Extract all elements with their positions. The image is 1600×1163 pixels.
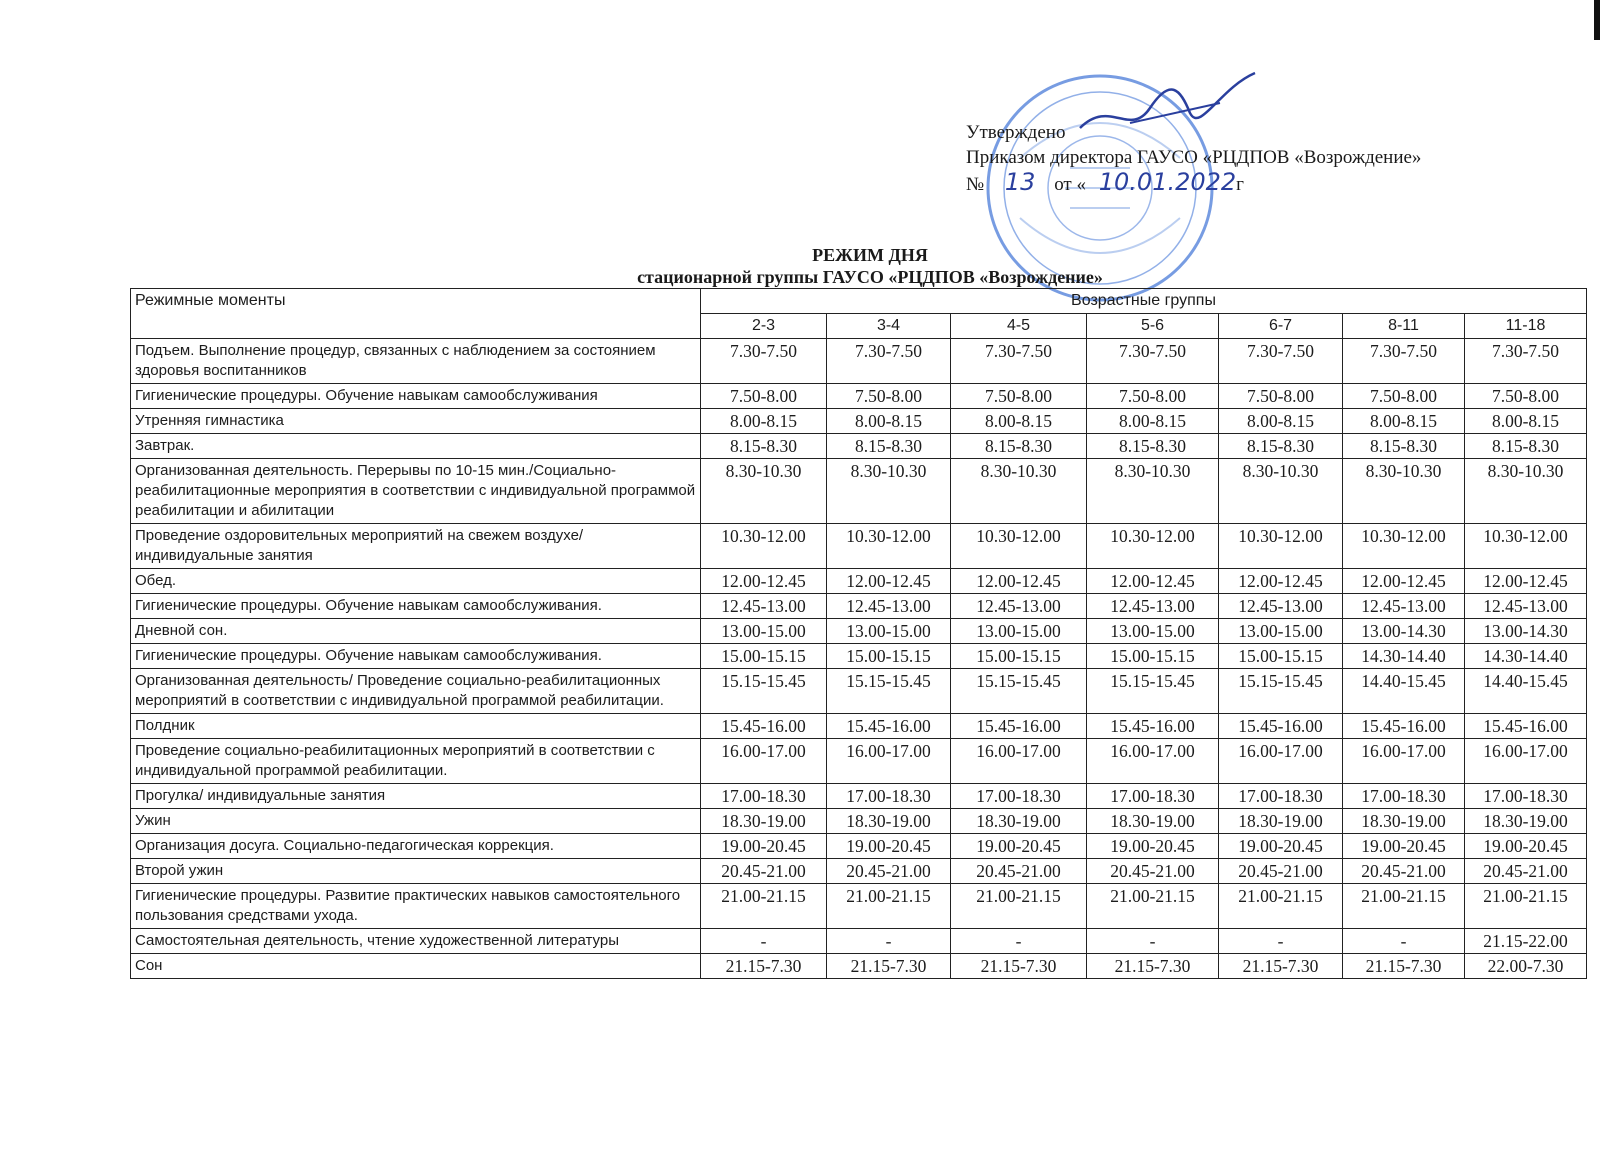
time-cell: 8.30-10.30: [1465, 459, 1587, 524]
time-cell: 15.45-16.00: [951, 714, 1087, 739]
time-cell: 12.45-13.00: [1219, 594, 1343, 619]
activity-name: Полдник: [131, 714, 701, 739]
time-cell: -: [951, 929, 1087, 954]
activity-name: Организация досуга. Социально-педагогическая коррекция.: [131, 834, 701, 859]
time-cell: 21.15-7.30: [827, 954, 951, 979]
time-cell: 19.00-20.45: [1343, 834, 1465, 859]
time-cell: 12.00-12.45: [1343, 569, 1465, 594]
time-cell: 13.00-14.30: [1343, 619, 1465, 644]
time-cell: 16.00-17.00: [1087, 739, 1219, 784]
group-header-8-11: 8-11: [1343, 314, 1465, 339]
time-cell: 18.30-19.00: [1343, 809, 1465, 834]
activity-name: Утренняя гимнастика: [131, 409, 701, 434]
time-cell: 16.00-17.00: [951, 739, 1087, 784]
time-cell: 16.00-17.00: [1343, 739, 1465, 784]
time-cell: 15.15-15.45: [951, 669, 1087, 714]
time-cell: 14.30-14.40: [1343, 644, 1465, 669]
time-cell: 7.30-7.50: [701, 339, 827, 384]
time-cell: 8.15-8.30: [1219, 434, 1343, 459]
table-row: [131, 784, 1587, 809]
time-cell: 18.30-19.00: [827, 809, 951, 834]
time-cell: -: [1087, 929, 1219, 954]
time-cell: 12.00-12.45: [1219, 569, 1343, 594]
approval-line-3: [966, 170, 1421, 197]
time-cell: 15.45-16.00: [1219, 714, 1343, 739]
time-cell: 8.15-8.30: [1087, 434, 1219, 459]
time-cell: 7.30-7.50: [951, 339, 1087, 384]
time-cell: -: [827, 929, 951, 954]
time-cell: 10.30-12.00: [1219, 524, 1343, 569]
approval-block: [966, 120, 1421, 197]
scan-edge-mark: [1594, 0, 1600, 40]
table-row: [131, 459, 1587, 524]
activity-name: Гигиенические процедуры. Обучение навыкам самообслуживания: [131, 384, 701, 409]
title-sub: стационарной группы ГАУСО «РЦДПОВ «Возрождение»: [637, 267, 1103, 287]
table-row: [131, 644, 1587, 669]
group-header-6-7: 6-7: [1219, 314, 1343, 339]
time-cell: 13.00-15.00: [1087, 619, 1219, 644]
time-cell: 15.15-15.45: [1219, 669, 1343, 714]
time-cell: 15.45-16.00: [1343, 714, 1465, 739]
time-cell: 20.45-21.00: [1219, 859, 1343, 884]
approval-line-1: Утверждено: [966, 122, 1066, 143]
time-cell: 8.30-10.30: [701, 459, 827, 524]
time-cell: 15.45-16.00: [1087, 714, 1219, 739]
table-row: [131, 739, 1587, 784]
time-cell: 16.00-17.00: [701, 739, 827, 784]
time-cell: 19.00-20.45: [1465, 834, 1587, 859]
table-row: [131, 434, 1587, 459]
time-cell: 19.00-20.45: [1087, 834, 1219, 859]
time-cell: 19.00-20.45: [1219, 834, 1343, 859]
table-row: [131, 384, 1587, 409]
time-cell: 10.30-12.00: [1343, 524, 1465, 569]
time-cell: 8.00-8.15: [701, 409, 827, 434]
time-cell: 19.00-20.45: [701, 834, 827, 859]
time-cell: 8.15-8.30: [951, 434, 1087, 459]
time-cell: 12.45-13.00: [1343, 594, 1465, 619]
time-cell: 12.45-13.00: [701, 594, 827, 619]
time-cell: 20.45-21.00: [827, 859, 951, 884]
time-cell: -: [701, 929, 827, 954]
time-cell: 13.00-15.00: [701, 619, 827, 644]
time-cell: 8.30-10.30: [827, 459, 951, 524]
activity-name: Прогулка/ индивидуальные занятия: [131, 784, 701, 809]
time-cell: 7.50-8.00: [1087, 384, 1219, 409]
activity-name: Подъем. Выполнение процедур, связанных с наблюдением за состоянием здоровья воспитанников: [131, 339, 701, 384]
time-cell: 20.45-21.00: [951, 859, 1087, 884]
time-cell: 10.30-12.00: [951, 524, 1087, 569]
activity-name: Гигиенические процедуры. Обучение навыкам самообслуживания.: [131, 644, 701, 669]
activity-name: Организованная деятельность. Перерывы по 10-15 мин./Социально-реабилитационные мероприятия в соответствии с индивидуальной программой реабилитации и абилитации: [131, 459, 701, 524]
table-row: [131, 339, 1587, 384]
time-cell: 16.00-17.00: [1219, 739, 1343, 784]
header-groups: Возрастные группы: [701, 289, 1587, 314]
time-cell: 15.00-15.15: [951, 644, 1087, 669]
time-cell: 8.15-8.30: [1465, 434, 1587, 459]
title-main: РЕЖИМ ДНЯ: [812, 245, 928, 265]
time-cell: 8.00-8.15: [1087, 409, 1219, 434]
time-cell: 19.00-20.45: [827, 834, 951, 859]
table-row: [131, 834, 1587, 859]
activity-name: Второй ужин: [131, 859, 701, 884]
time-cell: 15.00-15.15: [1219, 644, 1343, 669]
time-cell: 21.00-21.15: [827, 884, 951, 929]
time-cell: 13.00-15.00: [951, 619, 1087, 644]
table-row: [131, 714, 1587, 739]
activity-name: Завтрак.: [131, 434, 701, 459]
time-cell: 7.50-8.00: [1219, 384, 1343, 409]
time-cell: 8.00-8.15: [1465, 409, 1587, 434]
order-number: 13: [1004, 168, 1036, 196]
activity-name: Дневной сон.: [131, 619, 701, 644]
time-cell: 14.30-14.40: [1465, 644, 1587, 669]
time-cell: 18.30-19.00: [1219, 809, 1343, 834]
time-cell: 13.00-15.00: [1219, 619, 1343, 644]
activity-name: Проведение социально-реабилитационных мероприятий в соответствии с индивидуальной программой реабилитации.: [131, 739, 701, 784]
time-cell: 8.30-10.30: [1219, 459, 1343, 524]
time-cell: 18.30-19.00: [1087, 809, 1219, 834]
time-cell: 18.30-19.00: [701, 809, 827, 834]
table-row: [131, 859, 1587, 884]
table-row: [131, 929, 1587, 954]
time-cell: 15.45-16.00: [827, 714, 951, 739]
time-cell: 12.45-13.00: [951, 594, 1087, 619]
time-cell: 7.30-7.50: [827, 339, 951, 384]
time-cell: 21.00-21.15: [1087, 884, 1219, 929]
table-row: [131, 669, 1587, 714]
time-cell: 15.45-16.00: [1465, 714, 1587, 739]
time-cell: 21.00-21.15: [1465, 884, 1587, 929]
time-cell: 15.00-15.15: [701, 644, 827, 669]
time-cell: 10.30-12.00: [1465, 524, 1587, 569]
time-cell: 8.00-8.15: [951, 409, 1087, 434]
group-header-11-18: 11-18: [1465, 314, 1587, 339]
time-cell: 15.00-15.15: [827, 644, 951, 669]
time-cell: 16.00-17.00: [827, 739, 951, 784]
time-cell: 21.00-21.15: [1343, 884, 1465, 929]
time-cell: 18.30-19.00: [951, 809, 1087, 834]
table-row: [131, 594, 1587, 619]
time-cell: 7.50-8.00: [951, 384, 1087, 409]
time-cell: 10.30-12.00: [827, 524, 951, 569]
group-header-5-6: 5-6: [1087, 314, 1219, 339]
time-cell: 20.45-21.00: [1343, 859, 1465, 884]
time-cell: 17.00-18.30: [1219, 784, 1343, 809]
activity-name: Гигиенические процедуры. Развитие практических навыков самостоятельного пользования средствами ухода.: [131, 884, 701, 929]
time-cell: 12.00-12.45: [701, 569, 827, 594]
table-row: [131, 619, 1587, 644]
time-cell: 12.00-12.45: [951, 569, 1087, 594]
time-cell: 19.00-20.45: [951, 834, 1087, 859]
time-cell: 7.30-7.50: [1465, 339, 1587, 384]
time-cell: 15.15-15.45: [701, 669, 827, 714]
table-row: [131, 954, 1587, 979]
time-cell: 21.15-7.30: [951, 954, 1087, 979]
time-cell: 20.45-21.00: [1087, 859, 1219, 884]
time-cell: 7.30-7.50: [1343, 339, 1465, 384]
header-left: Режимные моменты: [131, 289, 701, 339]
time-cell: 17.00-18.30: [827, 784, 951, 809]
schedule-table: [130, 288, 1587, 979]
time-cell: 7.50-8.00: [1465, 384, 1587, 409]
time-cell: 7.50-8.00: [827, 384, 951, 409]
time-cell: 21.15-7.30: [701, 954, 827, 979]
activity-name: Проведение оздоровительных мероприятий на свежем воздухе/ индивидуальные занятия: [131, 524, 701, 569]
time-cell: 8.00-8.15: [1219, 409, 1343, 434]
time-cell: -: [1343, 929, 1465, 954]
time-cell: 8.30-10.30: [951, 459, 1087, 524]
time-cell: 17.00-18.30: [1343, 784, 1465, 809]
group-header-3-4: 3-4: [827, 314, 951, 339]
time-cell: 15.00-15.15: [1087, 644, 1219, 669]
time-cell: 15.45-16.00: [701, 714, 827, 739]
time-cell: 12.00-12.45: [827, 569, 951, 594]
group-header-4-5: 4-5: [951, 314, 1087, 339]
time-cell: 13.00-15.00: [827, 619, 951, 644]
time-cell: 17.00-18.30: [701, 784, 827, 809]
table-row: [131, 884, 1587, 929]
approval-line-2: Приказом директора ГАУСО «РЦДПОВ «Возрождение»: [966, 147, 1422, 168]
time-cell: 7.50-8.00: [1343, 384, 1465, 409]
time-cell: 18.30-19.00: [1465, 809, 1587, 834]
time-cell: 17.00-18.30: [1087, 784, 1219, 809]
time-cell: 8.30-10.30: [1343, 459, 1465, 524]
document-title: [0, 244, 1600, 288]
order-date-label: от «: [1054, 174, 1086, 195]
activity-name: Обед.: [131, 569, 701, 594]
activity-name: Ужин: [131, 809, 701, 834]
time-cell: 22.00-7.30: [1465, 954, 1587, 979]
time-cell: 7.30-7.50: [1087, 339, 1219, 384]
time-cell: 12.00-12.45: [1465, 569, 1587, 594]
time-cell: 12.45-13.00: [1087, 594, 1219, 619]
time-cell: 21.15-7.30: [1087, 954, 1219, 979]
activity-name: Самостоятельная деятельность, чтение художественной литературы: [131, 929, 701, 954]
time-cell: 21.15-7.30: [1219, 954, 1343, 979]
time-cell: 8.15-8.30: [1343, 434, 1465, 459]
year-suffix: г: [1236, 174, 1244, 195]
time-cell: 14.40-15.45: [1465, 669, 1587, 714]
time-cell: 10.30-12.00: [701, 524, 827, 569]
table-row: [131, 809, 1587, 834]
group-header-2-3: 2-3: [701, 314, 827, 339]
time-cell: 8.30-10.30: [1087, 459, 1219, 524]
activity-name: Гигиенические процедуры. Обучение навыкам самообслуживания.: [131, 594, 701, 619]
time-cell: 12.45-13.00: [827, 594, 951, 619]
time-cell: 20.45-21.00: [1465, 859, 1587, 884]
time-cell: 21.00-21.15: [701, 884, 827, 929]
order-number-label: №: [966, 174, 985, 195]
time-cell: 8.00-8.15: [1343, 409, 1465, 434]
time-cell: -: [1219, 929, 1343, 954]
table-header-row: [131, 289, 1587, 314]
time-cell: 15.15-15.45: [827, 669, 951, 714]
time-cell: 8.00-8.15: [827, 409, 951, 434]
time-cell: 21.00-21.15: [951, 884, 1087, 929]
time-cell: 15.15-15.45: [1087, 669, 1219, 714]
activity-name: Организованная деятельность/ Проведение социально-реабилитационных мероприятий в соответствии с индивидуальной программой реабилитации.: [131, 669, 701, 714]
time-cell: 13.00-14.30: [1465, 619, 1587, 644]
time-cell: 17.00-18.30: [951, 784, 1087, 809]
order-date: 10.01.2022: [1098, 168, 1237, 196]
table-row: [131, 569, 1587, 594]
time-cell: 20.45-21.00: [701, 859, 827, 884]
activity-name: Сон: [131, 954, 701, 979]
time-cell: 14.40-15.45: [1343, 669, 1465, 714]
time-cell: 12.45-13.00: [1465, 594, 1587, 619]
time-cell: 10.30-12.00: [1087, 524, 1219, 569]
table-row: [131, 409, 1587, 434]
time-cell: 21.15-7.30: [1343, 954, 1465, 979]
time-cell: 16.00-17.00: [1465, 739, 1587, 784]
time-cell: 8.15-8.30: [827, 434, 951, 459]
time-cell: 21.15-22.00: [1465, 929, 1587, 954]
time-cell: 8.15-8.30: [701, 434, 827, 459]
time-cell: 7.30-7.50: [1219, 339, 1343, 384]
time-cell: 21.00-21.15: [1219, 884, 1343, 929]
time-cell: 12.00-12.45: [1087, 569, 1219, 594]
time-cell: 7.50-8.00: [701, 384, 827, 409]
table-row: [131, 524, 1587, 569]
time-cell: 17.00-18.30: [1465, 784, 1587, 809]
